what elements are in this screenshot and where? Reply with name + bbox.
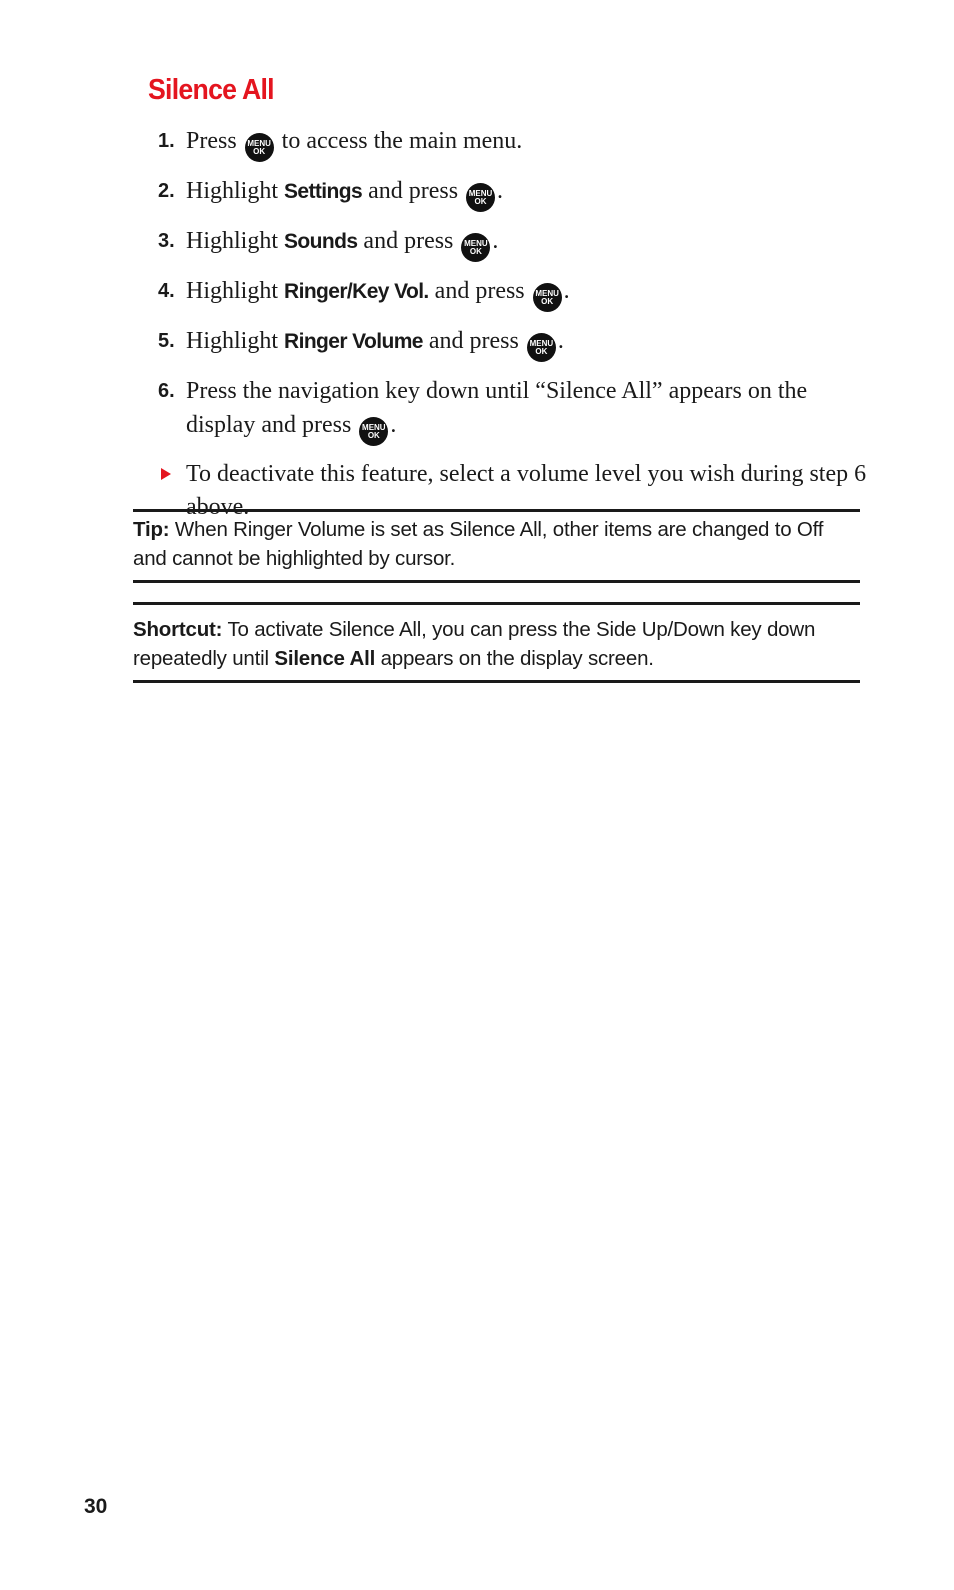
- step-text: and press: [434, 278, 525, 304]
- step-text: Highlight: [186, 328, 279, 354]
- step-text: Highlight: [186, 278, 279, 304]
- step-number: 4.: [158, 280, 175, 302]
- note-text: To deactivate this feature, select a volume level you wish during step 6 above.: [186, 461, 867, 520]
- tip-text: When Ringer Volume is set as Silence All, other items are changed to Off and cannot be highlighted by cursor.: [133, 518, 824, 570]
- step-text: and press: [363, 228, 454, 254]
- menu-ok-key-icon: MENU OK: [359, 417, 388, 446]
- triangle-bullet-icon: [161, 468, 171, 480]
- shortcut-bold-text: Silence All: [274, 647, 376, 670]
- menu-item-name: Sounds: [284, 230, 358, 253]
- step-number: 5.: [158, 330, 175, 352]
- menu-item-name: Ringer/Key Vol.: [284, 280, 429, 303]
- step-2: 2. Highlight Settings and press MENU OK .: [158, 174, 878, 212]
- tip-box: [133, 509, 860, 583]
- shortcut-text-end: appears on the display screen.: [380, 647, 654, 670]
- page-number: 30: [84, 1495, 108, 1518]
- step-number: 3.: [158, 230, 175, 252]
- menu-ok-key-icon: MENU OK: [245, 133, 274, 162]
- step-text: Highlight: [186, 228, 279, 254]
- menu-ok-key-icon: MENU OK: [533, 283, 562, 312]
- step-6: 6. Press the navigation key down until “Silence All” appears on the display and press MENU OK .: [158, 374, 878, 446]
- menu-item-name: Settings: [284, 180, 363, 203]
- step-number: 2.: [158, 180, 175, 202]
- step-text: and press: [428, 328, 519, 354]
- step-text: Highlight: [186, 178, 279, 204]
- step-number: 6.: [158, 380, 175, 402]
- step-5: 5. Highlight Ringer Volume and press MENU OK .: [158, 324, 878, 362]
- menu-ok-key-icon: MENU OK: [461, 233, 490, 262]
- shortcut-label: Shortcut:: [133, 618, 223, 641]
- menu-ok-key-icon: MENU OK: [527, 333, 556, 362]
- step-text: Press the navigation key down until “Silence All” appears on the display and press: [186, 378, 808, 438]
- section-title: Silence All: [148, 74, 274, 106]
- step-text: Press: [186, 128, 237, 154]
- menu-item-name: Ringer Volume: [284, 330, 423, 353]
- step-3: 3. Highlight Sounds and press MENU OK .: [158, 224, 878, 262]
- shortcut-box: [133, 602, 860, 683]
- menu-ok-key-icon: MENU OK: [466, 183, 495, 212]
- step-text: to access the main menu.: [281, 128, 523, 154]
- step-4: 4. Highlight Ringer/Key Vol. and press MENU OK .: [158, 274, 878, 312]
- steps-list: [158, 124, 878, 524]
- step-1: [158, 124, 878, 162]
- tip-label: Tip:: [133, 518, 170, 541]
- step-number: 1.: [158, 130, 175, 152]
- step-text: and press: [368, 178, 459, 204]
- shortcut-text: To activate Silence All, you can press the Side Up/Down key down repeatedly until: [133, 618, 816, 670]
